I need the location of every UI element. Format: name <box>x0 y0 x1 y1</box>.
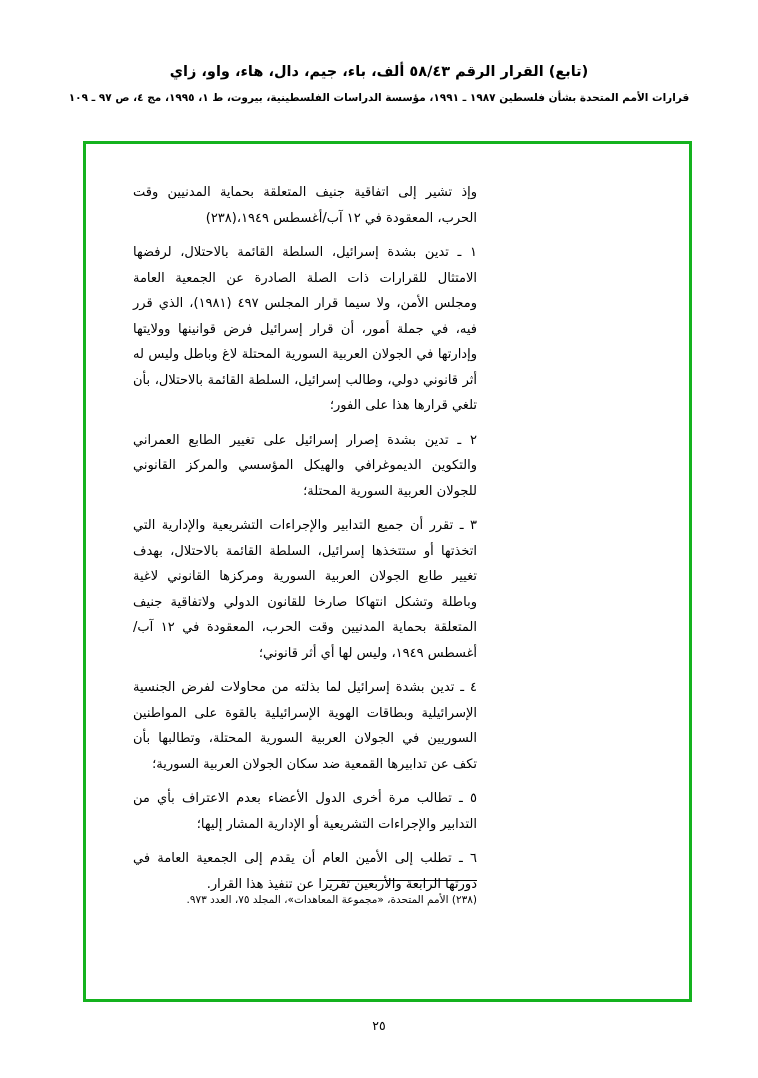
footnote-area <box>133 880 477 908</box>
paragraph-4: ٤ ـ تدين بشدة إسرائيل لما بذلته من محاولات لفرض الجنسية الإسرائيلية وبطاقات الهوية الإسرائيلية بالقوة على المواطنين السوريين في الجولان العربية السورية المحتلة، وتطالبها بأن تكف عن تدابيرها القمعية ضد سكان الجولان العربية السورية؛ <box>133 680 477 772</box>
paragraph-6: ٦ ـ تطلب إلى الأمين العام أن يقدم إلى الجمعية العامة في دورتها الرابعة والأربعين تقريرا عن تنفيذ هذا القرار. <box>133 851 477 892</box>
footnote-text: (٢٣٨) الأمم المتحدة، «مجموعة المعاهدات»، المجلد ٧٥، العدد ٩٧٣. <box>186 894 477 906</box>
paragraph-3: ٣ ـ تقرر أن جميع التدابير والإجراءات التشريعية والإدارية التي اتخذتها أو ستتخذها إسرائيل، السلطة القائمة بالاحتلال، بهدف تغيير طابع الجولان العربية السورية ومركزها القانوني لاغية وباطلة وتشكل انتهاكا صارخا للقانون الدولي ولاتفاقية جنيف المتعلقة بحماية المدنيين وقت الحرب، المعقودة في ١٢ آب/أغسطس ١٩٤٩، وليس لها أي أثر قانوني؛ <box>133 518 477 661</box>
footnote-divider <box>327 880 477 881</box>
source-citation: قرارات الأمم المتحدة بشأن فلسطين ١٩٨٧ ـ ١٩٩١، مؤسسة الدراسات الفلسطينية، بيروت، ط ١، ١٩٩٥، مج ٤، ص ٩٧ ـ ١٠٩ <box>68 92 690 104</box>
paragraph-1: ١ ـ تدين بشدة إسرائيل، السلطة القائمة بالاحتلال، لرفضها الامتثال للقرارات ذات الصلة الصادرة عن الجمعية العامة ومجلس الأمن، ولا سيما قرار المجلس ٤٩٧ (١٩٨١)، الذي قرر فيه، في جملة أمور، أن قرار إسرائيل فرض قوانينها وولايتها وإدارتها في الجولان العربية السورية المحتلة لاغ وباطل وليس له أثر قانوني دولي، وطالب إسرائيل، السلطة القائمة بالاحتلال، بأن تلغي قرارها هذا على الفور؛ <box>133 245 477 413</box>
paragraph-5: ٥ ـ تطالب مرة أخرى الدول الأعضاء بعدم الاعتراف بأي من التدابير والإجراءات التشريعية أو الإدارية المشار إليها؛ <box>133 791 477 832</box>
body-text <box>133 180 477 897</box>
page-title: (تابع) القرار الرقم ٥٨/٤٣ ألف، باء، جيم، دال، هاء، واو، زاي <box>169 64 589 80</box>
page-header <box>0 0 758 106</box>
paragraph-2: ٢ ـ تدين بشدة إصرار إسرائيل على تغيير الطابع العمراني والتكوين الديموغرافي والهيكل المؤسسي والمركز القانوني للجولان العربية السورية المحتلة؛ <box>133 432 477 499</box>
page-number: ٢٥ <box>372 1018 386 1033</box>
paragraph-preamble: وإذ تشير إلى اتفاقية جنيف المتعلقة بحماية المدنيين وقت الحرب، المعقودة في ١٢ آب/أغسطس ١٩٤٩،(٢٣٨) <box>133 185 477 226</box>
